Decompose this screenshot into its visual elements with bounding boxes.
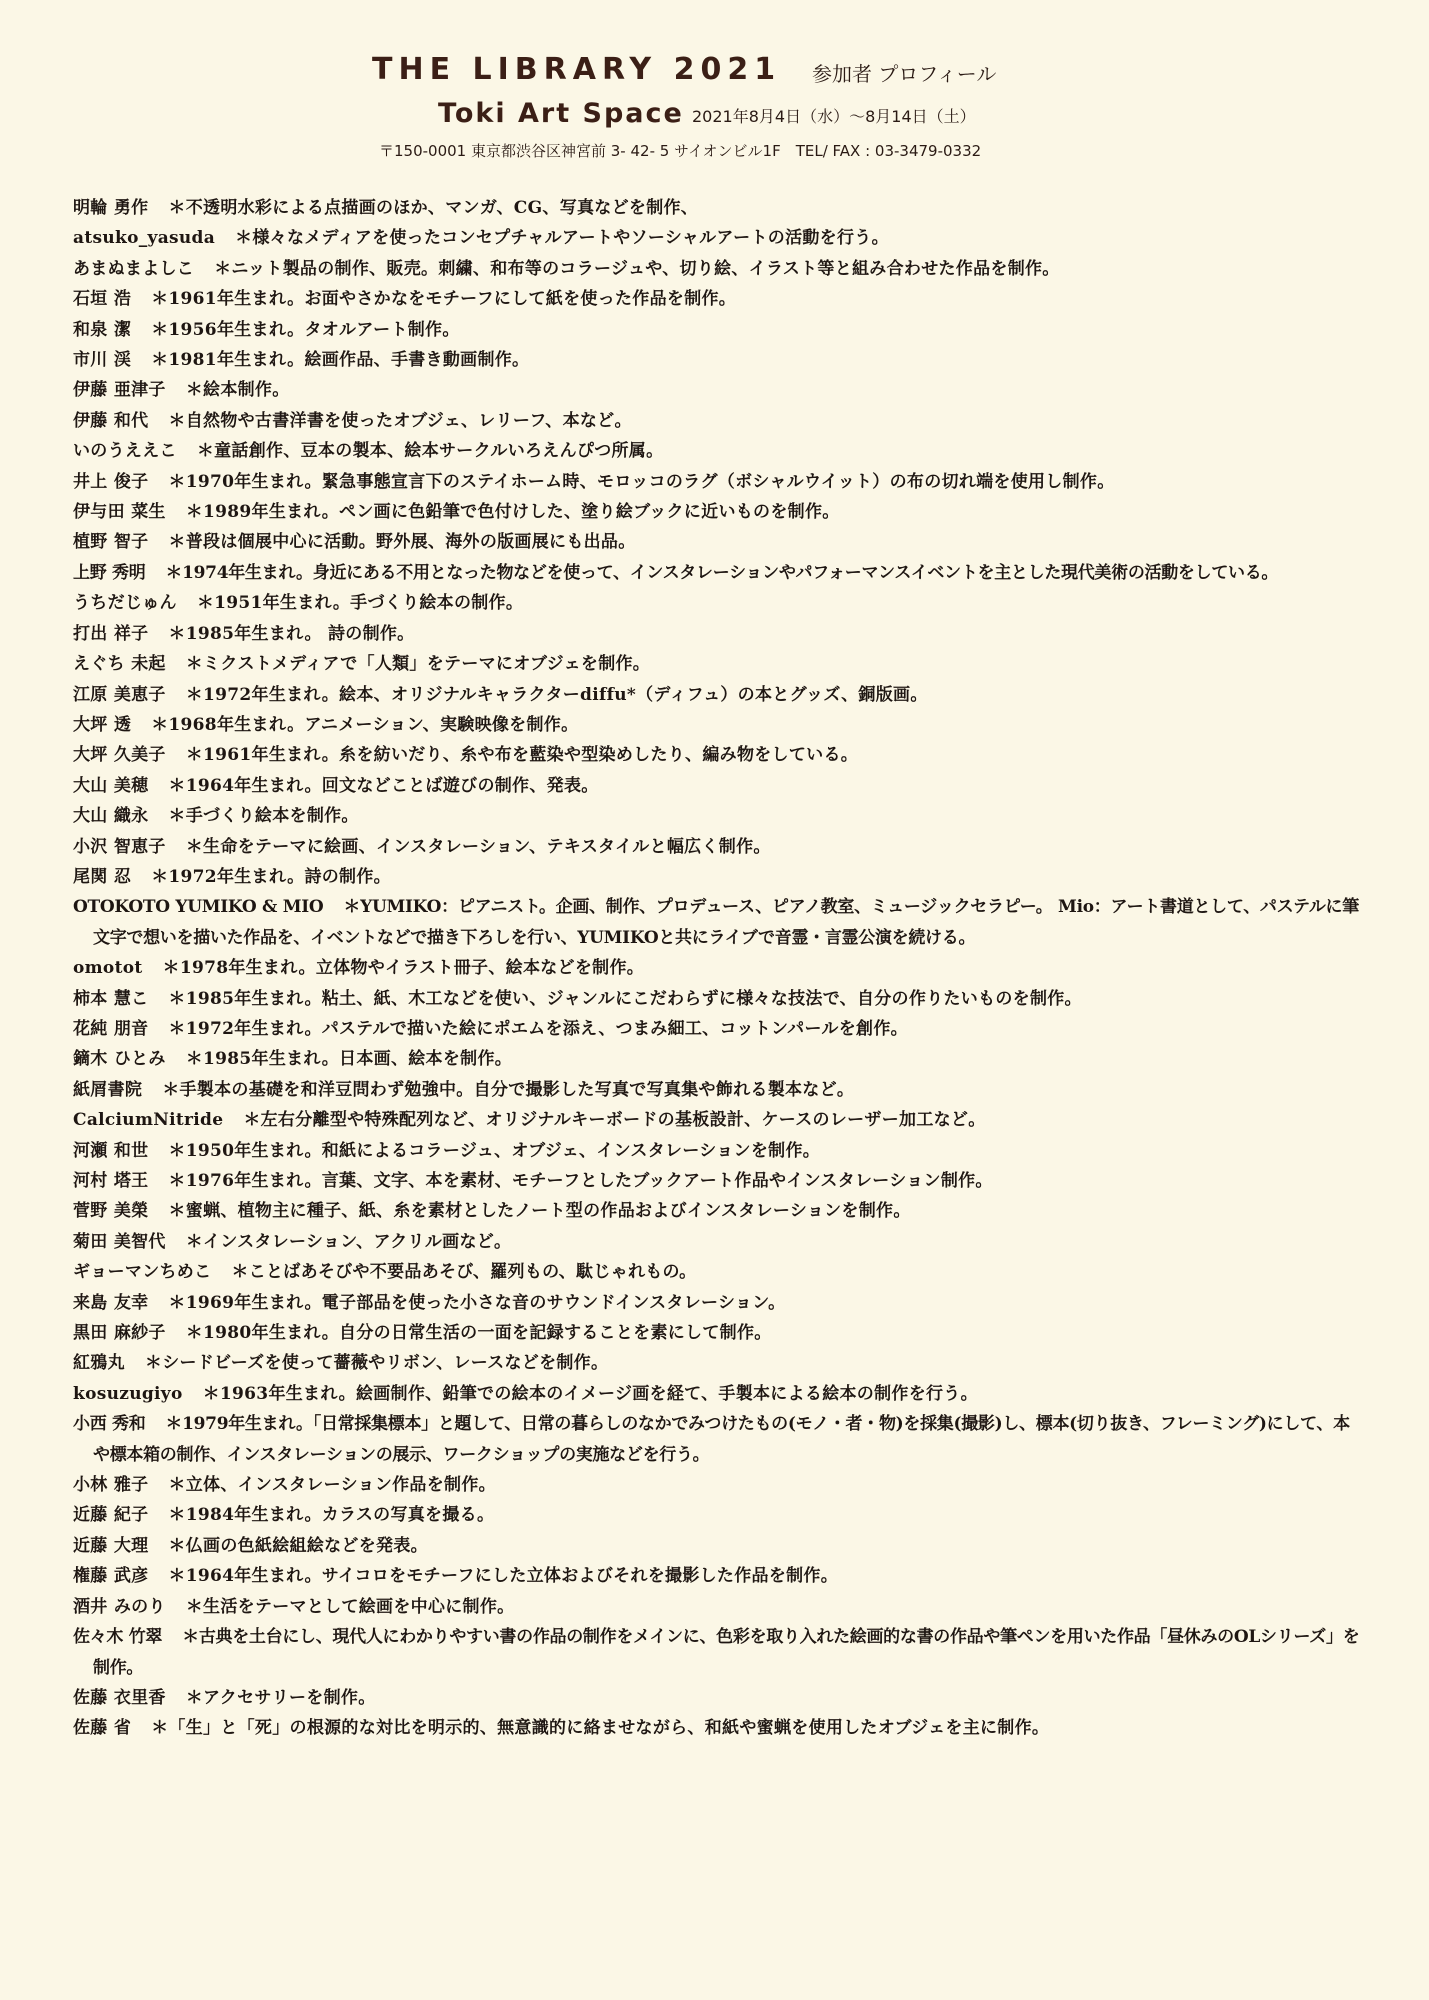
participant-entry [73, 1713, 1363, 1743]
exhibition-title: THE LIBRARY 2021 [372, 52, 782, 87]
participant-entry [73, 771, 1363, 801]
participant-entry [73, 436, 1363, 466]
participant-entry [73, 1136, 1363, 1166]
participant-description: ＊1972年生まれ。絵本、オリジナルキャラクターdiffu*（ディフュ）の本とグッズ、銅版画。 [185, 684, 928, 705]
participant-name: atsuko_yasuda [73, 228, 216, 249]
participant-entry [73, 406, 1363, 436]
participant-name: 大山 織永 [73, 806, 149, 827]
participant-entry [73, 527, 1363, 557]
participant-description: ＊1980年生まれ。自分の日常生活の一面を記録することを素にして制作。 [185, 1323, 772, 1344]
participant-name: 和泉 潔 [73, 319, 132, 340]
participant-name: 明輪 勇作 [73, 198, 149, 218]
participant-entry [73, 1105, 1363, 1135]
participant-entry [73, 315, 1363, 345]
participant-name: ギョーマンちめこ [73, 1262, 212, 1283]
participant-description: ＊左右分離型や特殊配列など、オリジナルキーボードの基板設計、ケースのレーザー加工など。 [243, 1110, 986, 1131]
participant-description: ＊1985年生まれ。 詩の制作。 [168, 623, 415, 644]
participant-entry [73, 1288, 1363, 1318]
participant-entry [73, 345, 1363, 375]
participant-description: ＊1950年生まれ。和紙によるコラージュ、オブジェ、インスタレーションを制作。 [168, 1140, 821, 1161]
exhibition-dates: 2021年8月4日（水）〜8月14日（土） [692, 107, 976, 126]
participant-entry [73, 1561, 1363, 1591]
participant-description: ＊手づくり絵本を制作。 [168, 806, 359, 827]
participant-description: ＊仏画の色紙絵組絵などを発表。 [168, 1535, 428, 1556]
participant-name: いのうええこ [73, 441, 177, 462]
participant-name: omotot [73, 958, 143, 979]
participant-name: 市川 渓 [73, 350, 132, 371]
participant-description: ＊アクセサリーを制作。 [185, 1687, 376, 1708]
participant-name: 小西 秀和 [73, 1414, 146, 1435]
participant-entry [73, 862, 1363, 892]
participant-entry [73, 1257, 1363, 1287]
participant-description: ＊生活をテーマとして絵画を中心に制作。 [185, 1596, 515, 1617]
participant-name: うちだじゅん [73, 593, 177, 614]
participant-name: 植野 智子 [73, 532, 149, 553]
participant-entry [73, 740, 1363, 770]
participant-name: 小沢 智恵子 [73, 836, 166, 857]
participant-name: 近藤 大理 [73, 1535, 149, 1556]
participant-name: CalciumNitride [73, 1110, 224, 1131]
document-header [0, 0, 1429, 160]
participant-description: ＊1964年生まれ。サイコロをモチーフにした立体およびそれを撮影した作品を制作。 [168, 1566, 839, 1587]
participant-description: ＊1964年生まれ。回文などことば遊びの制作、発表。 [168, 775, 599, 796]
participant-description: ＊ミクストメディアで「人類」をテーマにオブジェを制作。 [185, 654, 651, 675]
participant-name: 河瀬 和世 [73, 1140, 149, 1161]
participant-description: ＊立体、インスタレーション作品を制作。 [168, 1475, 496, 1496]
participant-name: 井上 俊子 [73, 471, 149, 492]
participant-name: 伊藤 和代 [73, 410, 149, 431]
participant-description: ＊1981年生まれ。絵画作品、手書き動画制作。 [151, 350, 530, 371]
participant-name: 酒井 みのり [73, 1596, 166, 1617]
participant-name: 黒田 麻紗子 [73, 1323, 166, 1344]
participant-description: ＊1961年生まれ。お面やさかなをモチーフにして紙を使った作品を制作。 [151, 289, 737, 310]
participant-entry [73, 1318, 1363, 1348]
participant-description: ＊1978年生まれ。立体物やイラスト冊子、絵本などを制作。 [162, 958, 645, 979]
participant-name: 佐々木 竹翠 [73, 1627, 163, 1648]
participant-entry [73, 1379, 1363, 1409]
participant-description: ＊1968年生まれ。アニメーション、実験映像を制作。 [151, 714, 579, 735]
participant-entry [73, 375, 1363, 405]
participant-name: 河村 塔王 [73, 1171, 149, 1191]
participant-entry [73, 193, 1363, 223]
participant-name: 打出 祥子 [73, 623, 149, 644]
participant-entry [73, 1592, 1363, 1622]
participant-description: ＊1956年生まれ。タオルアート制作。 [151, 319, 460, 340]
participant-name: 来島 友幸 [73, 1292, 149, 1313]
participant-description: ＊ニット製品の制作、販売。刺繍、和布等のコラージュや、切り絵、イラスト等と組み合わせた作品を制作。 [214, 258, 1060, 279]
participant-description: ＊1985年生まれ。粘土、紙、木工などを使い、ジャンルにこだわらずに様々な技法で、自分の作りたいものを制作。 [168, 988, 1082, 1009]
participant-description: ＊1969年生まれ。電子部品を使った小さな音のサウンドインスタレーション。 [168, 1292, 786, 1313]
participant-description: ＊童話創作、豆本の製本、絵本サークルいろえんぴつ所属。 [196, 441, 664, 462]
participant-name: 紙屑書院 [73, 1079, 143, 1100]
venue-address: 〒150-0001 東京都渋谷区神宮前 3- 42- 5 サイオンビル1F TEL/ FAX : 03-3479-0332 [379, 142, 982, 160]
participant-name: 江原 美恵子 [73, 684, 166, 705]
participant-name: 権藤 武彦 [73, 1566, 149, 1587]
participant-name: 尾関 忍 [73, 866, 132, 887]
participant-description: ＊1961年生まれ。糸を紡いだり、糸や布を藍染や型染めしたり、編み物をしている。 [185, 745, 859, 766]
participant-description: ＊「生」と「死」の根源的な対比を明示的、無意識的に絡ませながら、和紙や蜜蝋を使用したオブジェを主に制作。 [151, 1718, 1050, 1739]
participant-description: ＊インスタレーション、アクリル画など。 [185, 1231, 512, 1252]
participant-description: ＊1970年生まれ。緊急事態宣言下のステイホーム時、モロッコのラグ（ボシャルウイット）の布の切れ端を使用し制作。 [168, 471, 1115, 492]
participant-description: ＊生命をテーマに絵画、インスタレーション、テキスタイルと幅広く制作。 [185, 836, 771, 857]
participant-entry [73, 588, 1363, 618]
participant-description: ＊1963年生まれ。絵画制作、鉛筆での絵本のイメージ画を経て、手製本による絵本の制作を行う。 [202, 1383, 978, 1404]
participant-name: 柿本 慧こ [73, 988, 149, 1009]
document-subtitle: 参加者 プロフィール [812, 62, 997, 86]
participant-description: ＊シードビーズを使って薔薇やリボン、レースなどを制作。 [144, 1353, 609, 1374]
participant-name: 上野 秀明 [73, 562, 146, 583]
participant-description: ＊1972年生まれ。パステルで描いた絵にポエムを添え、つまみ細工、コットンパールを創作。 [168, 1018, 908, 1039]
participant-name: 菊田 美智代 [73, 1231, 166, 1252]
participant-description: ＊蜜蝋、植物主に種子、紙、糸を素材としたノート型の作品およびインスタレーションを制作。 [168, 1201, 911, 1222]
participant-description: ＊1951年生まれ。手づくり絵本の制作。 [196, 593, 524, 614]
participant-entry [73, 497, 1363, 527]
participant-entry [73, 1044, 1363, 1074]
participant-name: 花純 朋音 [73, 1018, 149, 1039]
participant-name: 佐藤 衣里香 [73, 1687, 166, 1708]
participant-entry [73, 1622, 1363, 1683]
participant-entry [73, 284, 1363, 314]
participant-entry [73, 558, 1363, 588]
participant-entry [73, 223, 1363, 253]
participant-description: ＊様々なメディアを使ったコンセプチャルアートやソーシャルアートの活動を行う。 [235, 228, 889, 249]
venue-name: Toki Art Space [438, 98, 684, 129]
participant-list [73, 193, 1363, 1744]
participant-name: 伊藤 亜津子 [73, 380, 166, 401]
participant-name: 大坪 透 [73, 714, 132, 735]
participant-name: 鏑木 ひとみ [73, 1049, 166, 1070]
participant-description: ＊1985年生まれ。日本画、絵本を制作。 [185, 1049, 513, 1070]
participant-entry [73, 1531, 1363, 1561]
participant-entry [73, 1075, 1363, 1105]
participant-entry [73, 649, 1363, 679]
participant-name: OTOKOTO YUMIKO & MIO [73, 897, 324, 918]
participant-name: 菅野 美榮 [73, 1201, 149, 1222]
participant-entry [73, 892, 1363, 953]
participant-entry [73, 619, 1363, 649]
participant-name: kosuzugiyo [73, 1383, 183, 1404]
participant-description: ＊1989年生まれ。ペン画に色鉛筆で色付けした、塗り絵ブックに近いものを制作。 [185, 502, 840, 523]
participant-entry [73, 953, 1363, 983]
participant-name: 佐藤 省 [73, 1718, 132, 1739]
participant-entry [73, 1014, 1363, 1044]
participant-entry [73, 1166, 1363, 1196]
participant-name: 近藤 紀子 [73, 1505, 149, 1526]
participant-description: ＊ことばあそびや不要品あそび、羅列もの、駄じゃれもの。 [231, 1262, 697, 1283]
participant-name: 石垣 浩 [73, 289, 132, 310]
participant-name: 伊与田 菜生 [73, 502, 166, 523]
participant-entry [73, 1227, 1363, 1257]
participant-name: あまぬまよしこ [73, 258, 195, 279]
participant-name: 大坪 久美子 [73, 745, 166, 766]
participant-entry [73, 1196, 1363, 1226]
participant-name: 紅鴉丸 [73, 1353, 125, 1374]
participant-entry [73, 1500, 1363, 1530]
participant-description: ＊1979年生まれ。「日常採集標本」と題して、日常の暮らしのなかでみつけたもの(モノ・者・物)を採集(撮影)し、標本(切り抜き、フレーミング)にして、本や標本箱の制作、インスタレーションの展示、ワークショップの実施などを行う。 [93, 1414, 1350, 1465]
participant-description: ＊1974年生まれ。身近にある不用となった物などを使って、インスタレーションやパフォーマンスイベントを主とした現代美術の活動をしている。 [165, 562, 1279, 583]
participant-entry [73, 1348, 1363, 1378]
participant-entry [73, 680, 1363, 710]
participant-description: ＊不透明水彩による点描画のほか、マンガ、CG、写真などを制作、 [168, 198, 699, 218]
participant-description: ＊手製本の基礎を和洋豆問わず勉強中。自分で撮影した写真で写真集や飾れる製本など。 [162, 1079, 855, 1100]
participant-description: ＊YUMIKO：ピアニスト。企画、制作、プロデュース、ピアノ教室、ミュージックセラピー。 Mio：アート書道として、パステルに筆文字で想いを描いた作品を、イベントなどで描き下ろしを行い、YUMIKOと共にライブで音霊・言霊公演を続ける。 [93, 897, 1359, 948]
participant-entry [73, 254, 1363, 284]
participant-description: ＊古典を土台にし、現代人にわかりやすい書の作品の制作をメインに、色彩を取り入れた絵画的な書の作品や筆ペンを用いた作品「昼休みのOLシリーズ」を制作。 [93, 1627, 1360, 1678]
participant-entry [73, 832, 1363, 862]
participant-entry [73, 1470, 1363, 1500]
participant-entry [73, 801, 1363, 831]
participant-description: ＊1976年生まれ。言葉、文字、本を素材、モチーフとしたブックアート作品やインスタレーション制作。 [168, 1171, 993, 1191]
participant-entry [73, 467, 1363, 497]
participant-description: ＊1984年生まれ。カラスの写真を撮る。 [168, 1505, 495, 1526]
participant-name: 小林 雅子 [73, 1475, 149, 1496]
participant-name: 大山 美穂 [73, 775, 149, 796]
participant-description: ＊絵本制作。 [185, 380, 290, 401]
participant-description: ＊普段は個展中心に活動。野外展、海外の版画展にも出品。 [168, 532, 636, 553]
participant-entry [73, 984, 1363, 1014]
participant-entry [73, 1409, 1363, 1470]
participant-name: えぐち 未起 [73, 654, 166, 675]
participant-entry [73, 1683, 1363, 1713]
participant-description: ＊自然物や古書洋書を使ったオブジェ、レリーフ、本など。 [168, 410, 632, 431]
participant-description: ＊1972年生まれ。詩の制作。 [151, 866, 391, 887]
participant-entry [73, 710, 1363, 740]
